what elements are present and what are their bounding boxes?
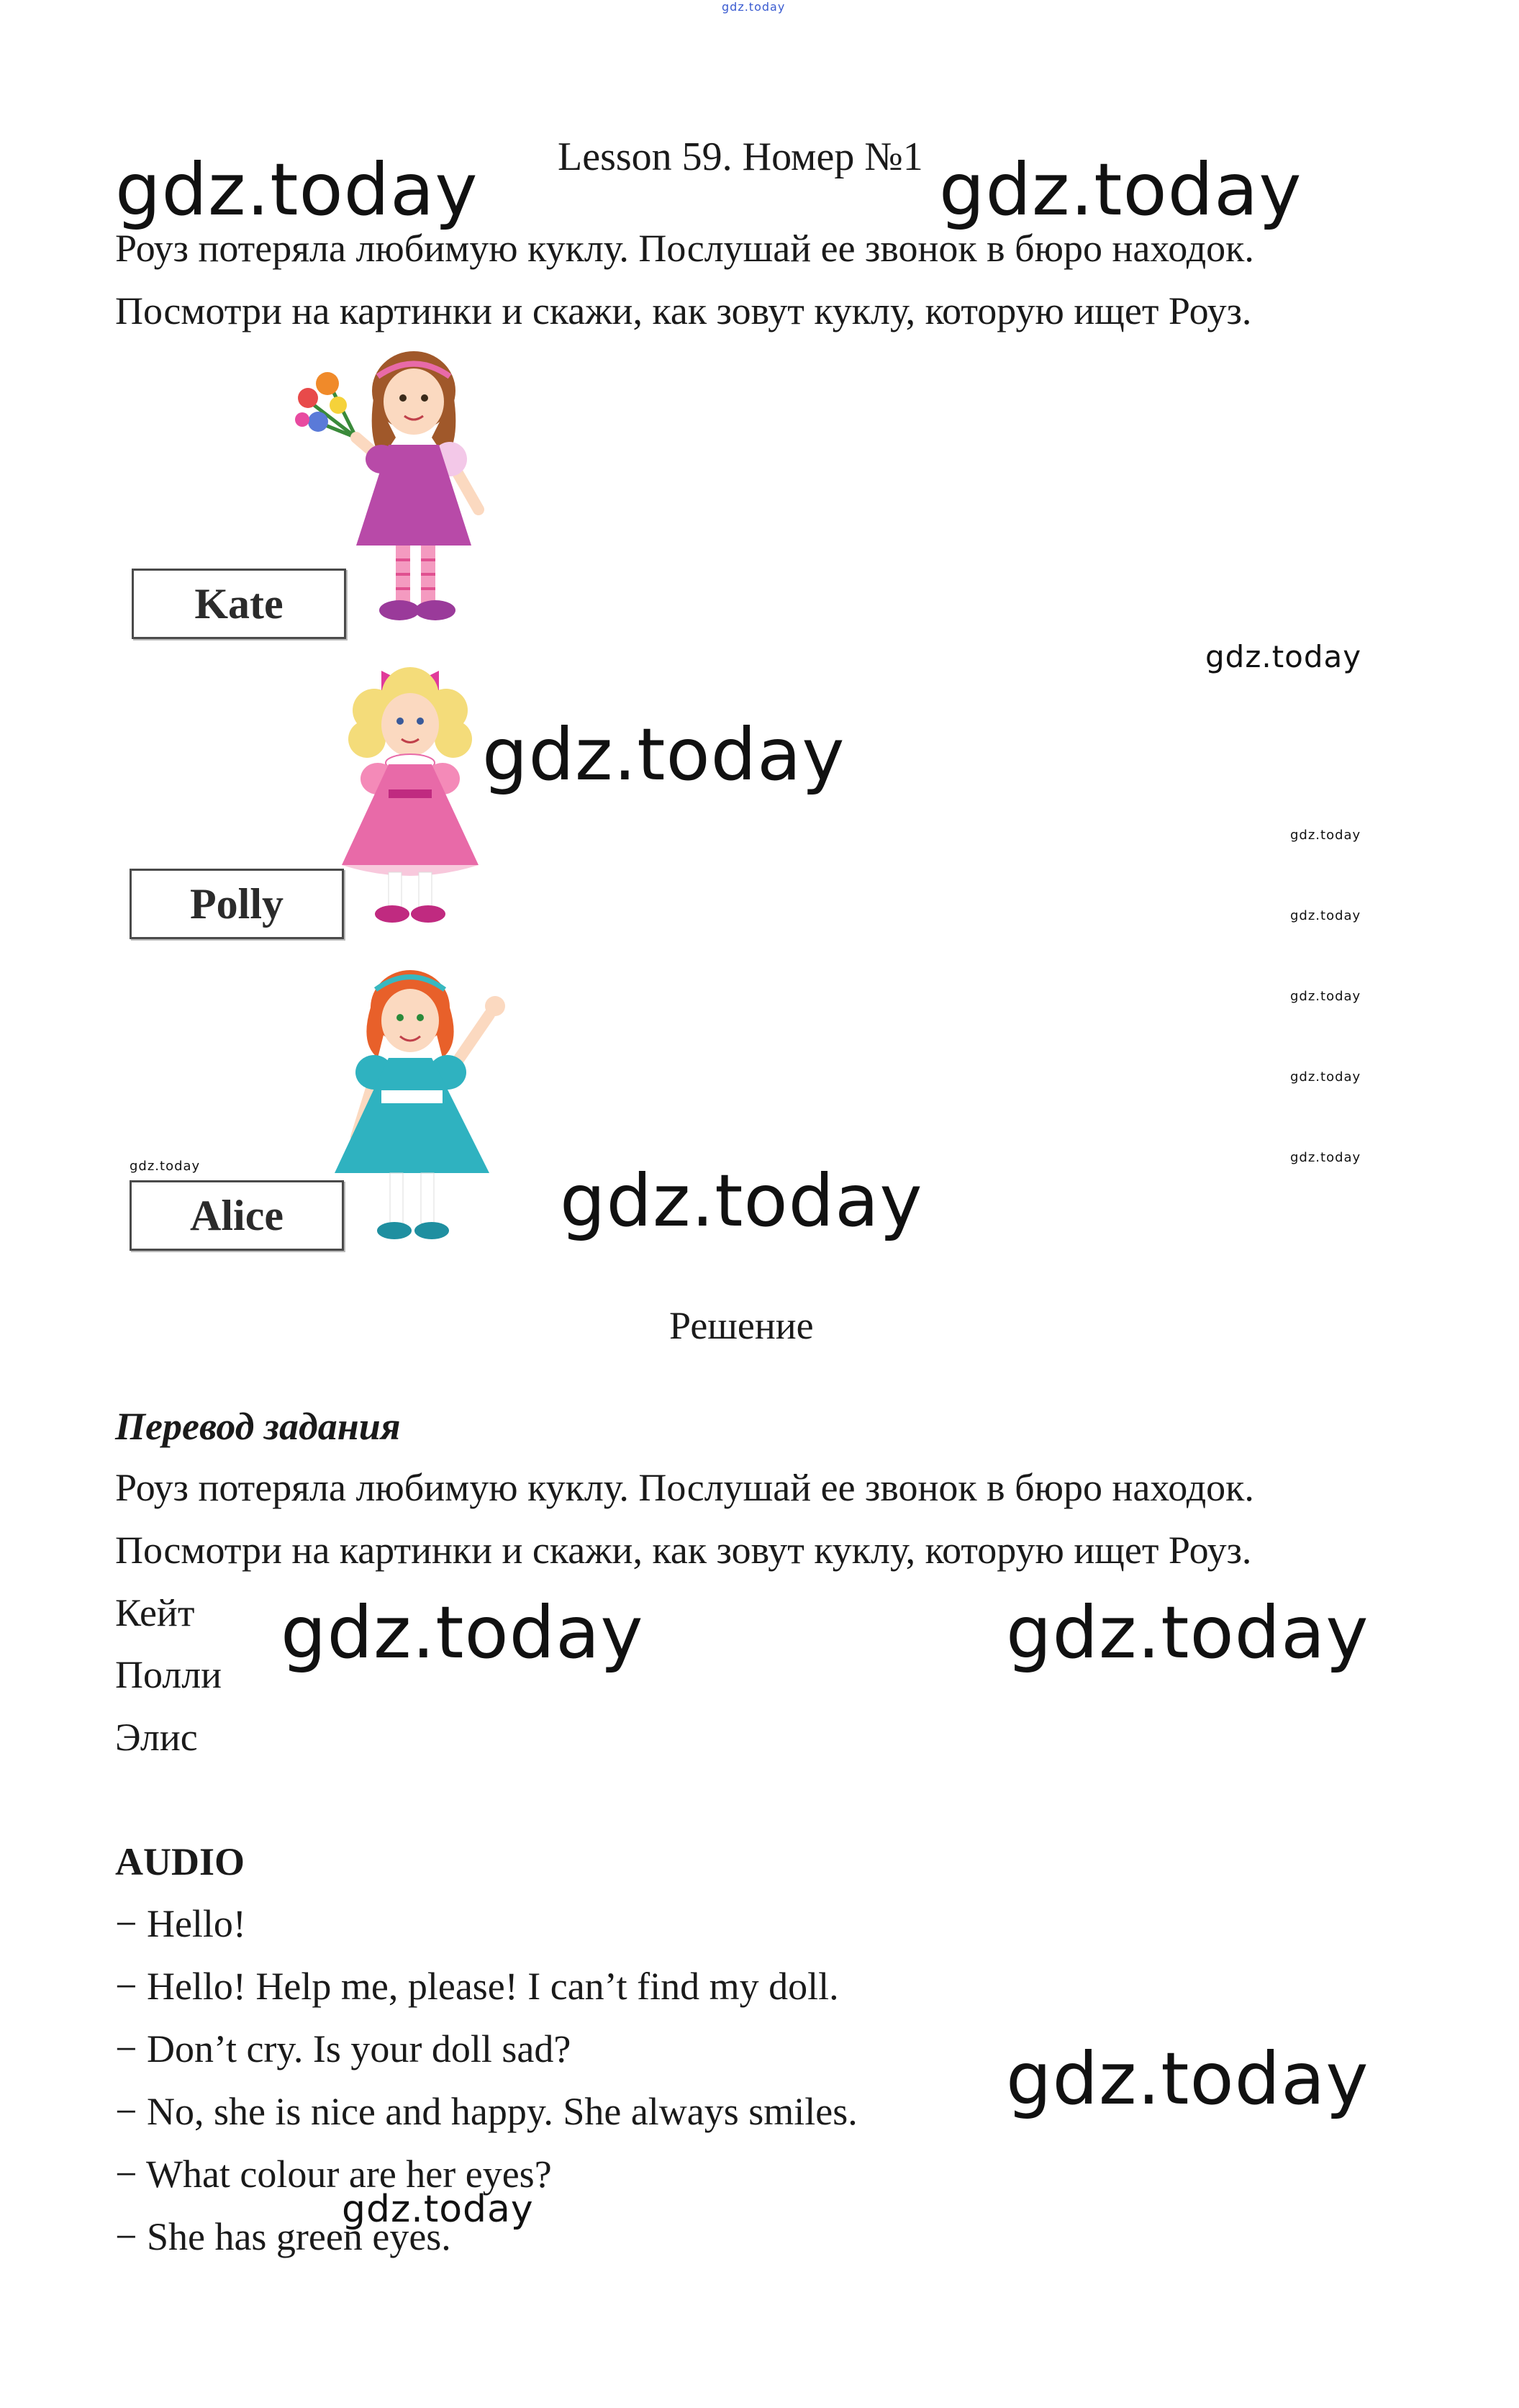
solution-label: Решение [669, 1304, 814, 1347]
watermark-big: gdz.today [281, 1590, 644, 1675]
doll-kate-illustration [288, 351, 511, 632]
watermark-medium: gdz.today [342, 2188, 534, 2231]
watermark-small: gdz.today [1290, 828, 1361, 843]
watermark-small: gdz.today [1290, 989, 1361, 1004]
watermark-top: gdz.today [722, 0, 786, 14]
audio-line: − Hello! [115, 1902, 246, 1945]
watermark-big: gdz.today [560, 1159, 923, 1243]
watermark-small: gdz.today [1290, 1069, 1361, 1085]
watermark-medium: gdz.today [1205, 639, 1362, 674]
doll-name-box-kate: Kate [132, 569, 346, 639]
audio-heading: AUDIO [115, 1840, 245, 1883]
audio-line: − Hello! Help me, please! I can’t find my doll. [115, 1965, 839, 2008]
translation-heading: Перевод задания [115, 1405, 401, 1448]
doll-name-box-alice: Alice [130, 1180, 344, 1251]
translation-name: Элис [115, 1716, 198, 1759]
audio-line: − She has green eyes. [115, 2215, 451, 2258]
audio-line: − What colour are her eyes? [115, 2153, 552, 2196]
task-line-1: Роуз потеряла любимую куклу. Послушай ее звонок в бюро находок. [115, 227, 1254, 270]
watermark-small: gdz.today [130, 1159, 201, 1174]
translation-line-1: Роуз потеряла любимую куклу. Послушай ее звонок в бюро находок. [115, 1466, 1254, 1509]
watermark-big: gdz.today [1006, 2037, 1369, 2121]
watermark-big: gdz.today [1006, 1590, 1369, 1675]
translation-name: Полли [115, 1653, 222, 1696]
audio-line: − No, she is nice and happy. She always smiles. [115, 2090, 858, 2133]
translation-line-2: Посмотри на картинки и скажи, как зовут куклу, которую ищет Роуз. [115, 1529, 1252, 1572]
doll-name-box-polly: Polly [130, 869, 344, 939]
watermark-big: gdz.today [482, 712, 845, 797]
translation-name: Кейт [115, 1591, 195, 1634]
page-title: Lesson 59. Номер №1 [558, 135, 923, 179]
audio-line: − Don’t cry. Is your doll sad? [115, 2027, 571, 2070]
flower-bouquet-icon [295, 372, 356, 438]
doll-alice-illustration [324, 957, 532, 1259]
watermark-big: gdz.today [115, 148, 479, 232]
task-line-2: Посмотри на картинки и скажи, как зовут куклу, которую ищет Роуз. [115, 289, 1252, 332]
doll-polly-illustration [317, 656, 504, 930]
watermark-small: gdz.today [1290, 1150, 1361, 1165]
watermark-big: gdz.today [939, 148, 1302, 232]
watermark-small: gdz.today [1290, 908, 1361, 923]
